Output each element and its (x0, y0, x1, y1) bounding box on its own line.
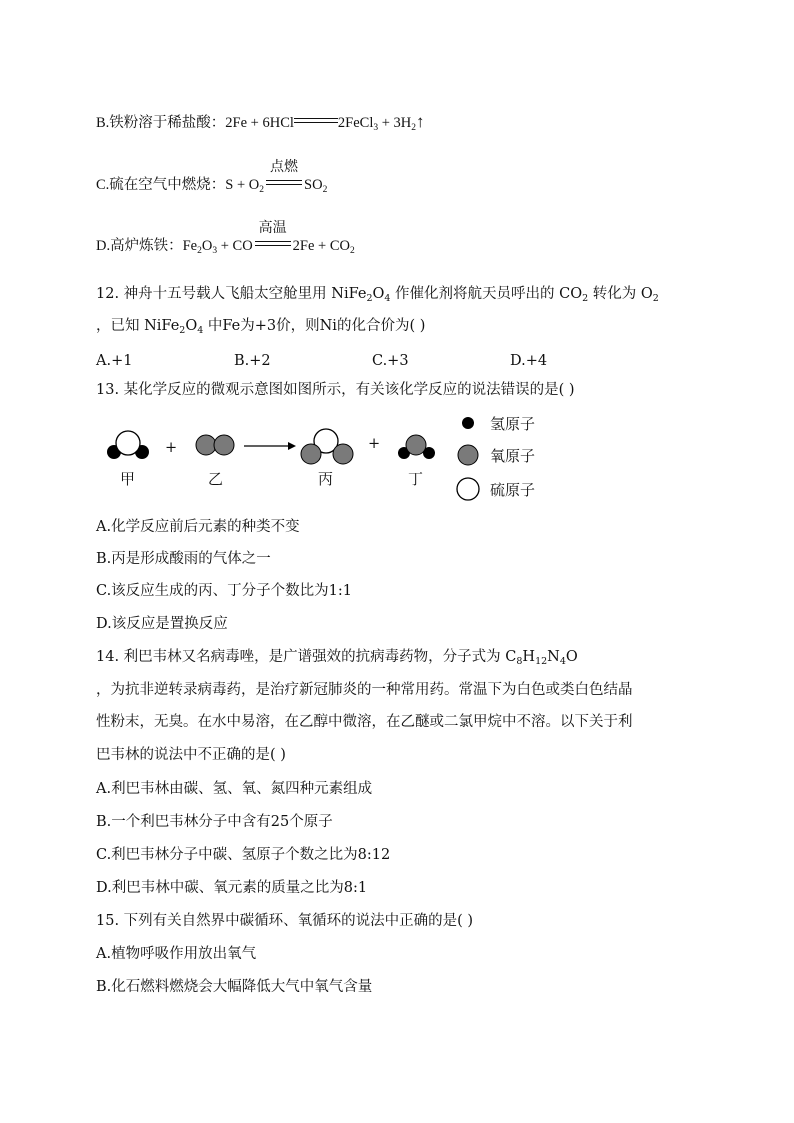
gas-arrow-icon: ↑ (416, 112, 425, 131)
text: 中Fe为+3价，则Ni的化合价为( ) (203, 318, 426, 334)
q11-option-c-rhs: SO (304, 177, 323, 193)
sulfur-atom (116, 431, 140, 455)
q11-option-b-rhs: + 3H (378, 115, 412, 131)
text: 14. 利巴韦林又名病毒唑，是广谱强效的抗病毒药物，分子式为 C (96, 649, 517, 665)
molecule-bing (301, 429, 353, 464)
molecule-yi (196, 435, 234, 455)
equals-sign (255, 241, 291, 246)
text: N (547, 649, 560, 665)
q11-option-b-lhs: 2Fe + 6HCl (225, 115, 294, 131)
subscript: 2 (179, 325, 186, 336)
reaction-arrow-icon (244, 442, 296, 450)
legend-oxygen-label: 氧原子 (490, 447, 536, 465)
equals-sign (266, 180, 302, 185)
q12-stem-line1 (96, 284, 659, 304)
q13-option-d: D.该反应是置换反应 (96, 616, 228, 632)
legend-hydrogen-label: 氢原子 (490, 415, 536, 433)
legend-sulfur-icon (457, 478, 479, 500)
q12-option-d: D.+4 (510, 353, 548, 369)
subscript: 4 (197, 325, 204, 336)
reaction-diagram (96, 412, 556, 502)
subscript: 2 (350, 246, 355, 256)
q14-stem-line1 (96, 647, 578, 667)
q11-option-c-lhs: S + O (225, 177, 260, 193)
molecule-ding (398, 435, 435, 459)
q14-option-c: C.利巴韦林分子中碳、氢原子个数之比为8:12 (96, 847, 391, 863)
q11-option-d-prefix: D.高炉炼铁： (96, 238, 183, 254)
q12-stem-line2 (96, 316, 425, 336)
subscript: 4 (384, 293, 391, 304)
q12-options (96, 351, 696, 371)
q13-option-c: C.该反应生成的丙、丁分子个数比为1:1 (96, 583, 353, 599)
q11-option-b-rhs: 2FeCl (337, 115, 374, 131)
subscript: 2 (582, 293, 589, 304)
label-jia: 甲 (120, 470, 136, 488)
text: ，已知 NiFe (96, 318, 180, 334)
q14-stem-line4: 巴韦林的说法中不正确的是( ) (96, 747, 286, 763)
legend-hydrogen-icon (462, 417, 474, 429)
q14-stem-line2: ，为抗非逆转录病毒药，是治疗新冠肺炎的一种常用药。常温下为白色或类白色结晶 (96, 682, 633, 698)
text: O (185, 318, 198, 334)
subscript: 3 (373, 123, 379, 133)
subscript: 2 (259, 185, 265, 195)
q14-option-d: D.利巴韦林中碳、氧元素的质量之比为8:1 (96, 880, 368, 896)
plus-sign: + (165, 440, 178, 456)
label-yi: 乙 (208, 470, 224, 488)
q13-option-b: B.丙是形成酸雨的气体之一 (96, 551, 271, 567)
condition-label: 点燃 (270, 160, 299, 175)
formula-part: O (201, 238, 213, 254)
q13-option-a: A.化学反应前后元素的种类不变 (96, 519, 300, 535)
oxygen-atom (301, 444, 321, 464)
text: H (522, 649, 536, 665)
q14-option-b: B.一个利巴韦林分子中含有25个原子 (96, 814, 333, 830)
q15-option-b: B.化石燃料燃烧会大幅降低大气中氧气含量 (96, 979, 373, 995)
oxygen-atom (214, 435, 234, 455)
formula-part: Fe (182, 238, 198, 254)
subscript: 12 (535, 656, 548, 667)
plus-sign: + (368, 436, 381, 452)
text: O (372, 286, 385, 302)
q11-option-c (96, 160, 328, 195)
q15-option-a: A.植物呼吸作用放出氧气 (96, 946, 257, 962)
subscript: 4 (559, 656, 566, 667)
label-ding: 丁 (408, 470, 424, 488)
reaction-condition (266, 160, 302, 195)
q12-option-c: C.+3 (372, 353, 409, 369)
equals-sign (294, 118, 338, 123)
q15-stem: 15. 下列有关自然界中碳循环、氧循环的说法中正确的是( ) (96, 913, 474, 929)
q12-option-b: B.+2 (234, 353, 271, 369)
text: 作催化剂将航天员呼出的 CO (390, 286, 583, 302)
text: O (565, 649, 578, 665)
q14-option-a: A.利巴韦林由碳、氢、氧、氮四种元素组成 (96, 781, 373, 797)
subscript: 2 (652, 293, 659, 304)
text: 转化为 O (588, 286, 653, 302)
reaction-condition (255, 221, 291, 256)
legend-oxygen-icon (458, 445, 478, 465)
subscript: 3 (212, 246, 218, 256)
subscript: 8 (516, 656, 523, 667)
oxygen-atom (406, 435, 426, 455)
formula-part: + CO (217, 238, 253, 254)
subscript: 2 (322, 185, 328, 195)
q14-stem-line3: 性粉末，无臭。在水中易溶，在乙醇中微溶，在乙醚或二氯甲烷中不溶。以下关于利 (96, 714, 633, 730)
q11-option-b (96, 112, 425, 133)
condition-label: 高温 (258, 221, 287, 236)
q11-option-b-prefix: B.铁粉溶于稀盐酸： (96, 115, 226, 131)
q11-option-d (96, 221, 355, 256)
text: 12. 神舟十五号载人飞船太空舱里用 NiFe (96, 286, 367, 302)
q11-option-c-prefix: C.硫在空气中燃烧： (96, 177, 226, 193)
subscript: 2 (411, 123, 417, 133)
legend-sulfur-label: 硫原子 (490, 481, 536, 499)
oxygen-atom (196, 435, 216, 455)
molecule-jia (107, 431, 149, 459)
subscript: 2 (366, 293, 373, 304)
q12-option-a: A.+1 (96, 353, 133, 369)
label-bing: 丙 (318, 470, 334, 488)
q13-stem: 13. 某化学反应的微观示意图如图所示，有关该化学反应的说法错误的是( ) (96, 382, 575, 398)
subscript: 2 (197, 246, 202, 256)
q11-option-d-rhs: 2Fe + CO (292, 238, 350, 254)
oxygen-atom (333, 444, 353, 464)
